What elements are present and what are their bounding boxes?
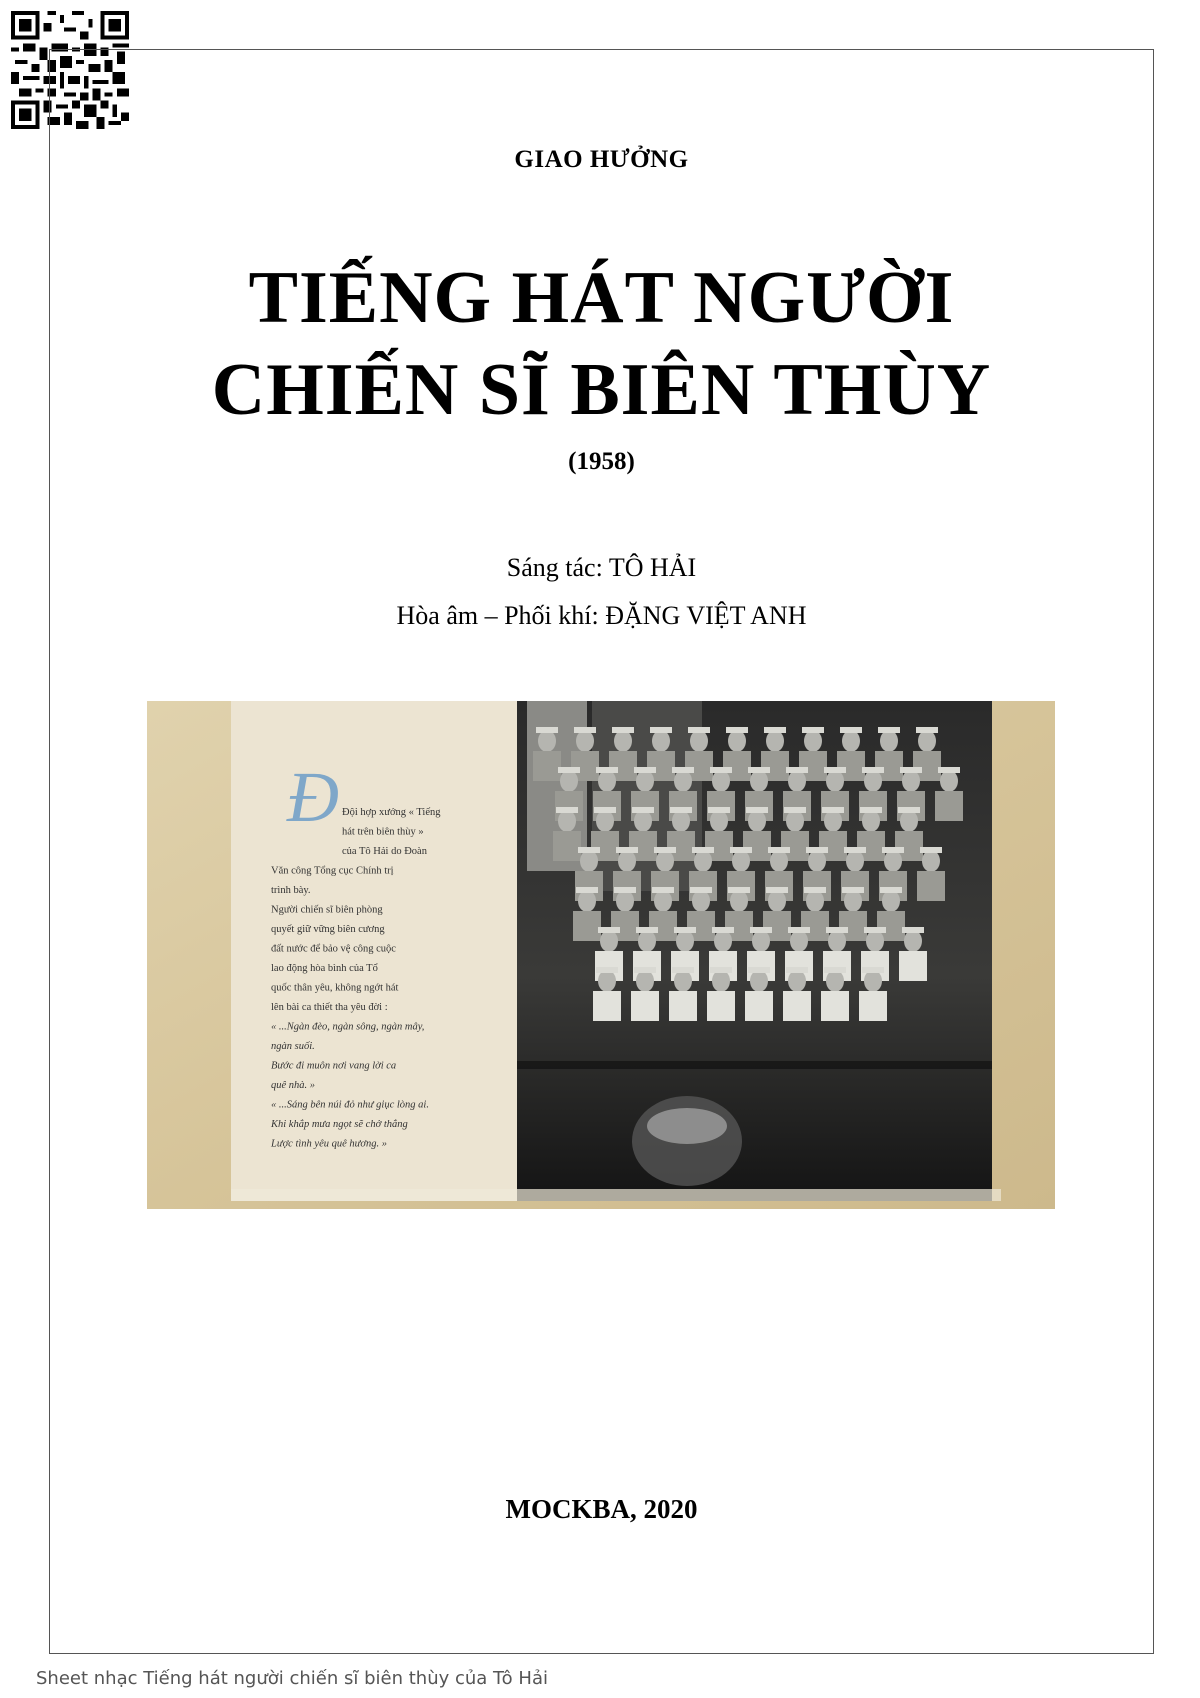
choir-member-head [826,770,844,792]
choir-member-head [768,890,786,912]
choir-member-head [766,730,784,752]
choir-member-cap [768,847,790,853]
choir-member-head [638,930,656,952]
choir-member-head [752,930,770,952]
composition-year: (1958) [568,448,635,475]
choir-member-body [631,991,659,1021]
clipping-line: Văn công Tổng cục Chính trị [271,865,394,877]
choir-member-cap [652,887,674,893]
choir-member-head [672,810,690,832]
choir-member-cap [574,727,596,733]
choir-member-head [844,890,862,912]
choir-member-head [634,810,652,832]
choir-member-head [690,730,708,752]
choir-member-head [614,730,632,752]
choir-member-cap [578,847,600,853]
choir-member-cap [632,807,654,813]
choir-member-body [821,991,849,1021]
choir-member-cap [844,847,866,853]
choir-member-cap [594,807,616,813]
choir-member-head [918,730,936,752]
clipping-line: quê nhà. » [271,1080,316,1091]
choir-member-cap [826,927,848,933]
choir-member-cap [786,967,808,973]
choir-member-head [600,930,618,952]
choir-member-head [824,810,842,832]
title-line-1: TIẾNG HÁT NGƯỜI [248,257,955,339]
clipping-line: quyết giữ vững biên cương [271,924,385,935]
choir-member-head [692,890,710,912]
choir-member-head [884,850,902,872]
choir-member-head [728,730,746,752]
choir-member-cap [806,847,828,853]
clipping-line: hát trên biên thùy » [342,826,424,838]
choir-member-head [598,970,616,992]
clipping-line: « ...Ngàn đèo, ngàn sông, ngàn mây, [271,1021,425,1033]
choir-member-cap [612,727,634,733]
choir-member-cap [916,727,938,733]
choir-member-cap [536,727,558,733]
choir-member-head [902,770,920,792]
choir-member-cap [634,767,656,773]
choir-member-head [538,730,556,752]
arranger-credit: Hòa âm – Phối khí: ĐẶNG VIỆT ANH [396,601,807,630]
choir-member-cap [730,847,752,853]
choir-member-head [862,810,880,832]
choir-member-cap [824,767,846,773]
composer-credit: Sáng tác: TÔ HẢI [506,553,697,582]
choir-member-cap [880,887,902,893]
choir-member-head [618,850,636,872]
choir-member-body [745,991,773,1021]
clipping-line: Khi khắp mưa ngọt sẽ chở thắng [271,1119,408,1130]
choir-member-cap [882,847,904,853]
clipping-line: « ...Sáng bên núi đỏ như giục lòng ai. [271,1099,429,1111]
choir-member-head [788,970,806,992]
title-line-2: CHIẾN SĨ BIÊN THÙY [211,349,992,431]
choir-member-body [783,991,811,1021]
choir-member-cap [614,887,636,893]
choir-member-cap [766,887,788,893]
choir-member-body [859,991,887,1021]
choir-member-cap [710,767,732,773]
choir-member-body [553,831,581,861]
choir-member-head [714,930,732,952]
choir-member-cap [674,927,696,933]
choir-member-head [866,930,884,952]
choir-member-cap [860,807,882,813]
choir-member-head [900,810,918,832]
choir-member-head [710,810,728,832]
choir-member-head [770,850,788,872]
choir-member-cap [556,807,578,813]
choir-member-head [596,810,614,832]
choir-member-head [712,770,730,792]
photo-illustration [147,701,1055,1209]
choir-member-cap [712,927,734,933]
choir-member-head [846,850,864,872]
choir-member-cap [598,927,620,933]
choir-member-head [712,970,730,992]
choir-member-body [707,991,735,1021]
clipping-line: quốc thân yêu, không ngớt hát [271,982,399,994]
choir-member-head [806,890,824,912]
choir-member-head [598,770,616,792]
choir-member-head [828,930,846,952]
choir-member-body [917,871,945,901]
choir-member-head [558,810,576,832]
clipping-line: trình bày. [271,885,311,896]
choir-member-cap [748,967,770,973]
choir-member-body [573,911,601,941]
choir-member-head [880,730,898,752]
choir-member-cap [804,887,826,893]
choir-member-head [576,730,594,752]
choir-member-cap [672,767,694,773]
choir-member-body [593,991,621,1021]
clipping-line: lao động hòa bình của Tổ [271,963,378,974]
choir-member-head [790,930,808,952]
choir-member-cap [938,767,960,773]
choir-member-cap [708,807,730,813]
choir-member-head [842,730,860,752]
choir-member-cap [634,967,656,973]
choir-member-cap [784,807,806,813]
choir-member-head [694,850,712,872]
clipping-line: lên bài ca thiết tha yêu đời : [271,1002,388,1013]
choir-member-cap [690,887,712,893]
choir-member-head [732,850,750,872]
choir-member-head [904,930,922,952]
choir-member-head [786,810,804,832]
choir-member-cap [802,727,824,733]
choir-member-cap [878,727,900,733]
choir-member-body [935,791,963,821]
clipping-line: Bước đi muôn nơi vang lời ca [271,1060,397,1072]
choir-member-cap [710,967,732,973]
choir-member-head [656,850,674,872]
choir-member-cap [558,767,580,773]
choir-member-head [922,850,940,872]
choir-member-head [674,970,692,992]
choir-member-head [750,770,768,792]
choir-member-cap [862,767,884,773]
choir-member-head [864,970,882,992]
choir-member-head [864,770,882,792]
clipping-line: Đội hợp xướng « Tiếng [342,807,441,818]
choir-member-cap [672,967,694,973]
choir-member-head [940,770,958,792]
choir-member-cap [596,767,618,773]
choir-member-cap [688,727,710,733]
choir-member-cap [786,767,808,773]
choir-member-cap [824,967,846,973]
choir-member-head [636,970,654,992]
choir-member-cap [864,927,886,933]
choir-member-cap [728,887,750,893]
choir-member-cap [840,727,862,733]
page-caption: Sheet nhạc Tiếng hát người chiến sĩ biên thùy của Tô Hải [36,1668,548,1689]
choir-member-head [616,890,634,912]
choir-member-cap [898,807,920,813]
choir-member-cap [654,847,676,853]
choir-member-cap [764,727,786,733]
choir-member-head [808,850,826,872]
choir-member-cap [842,887,864,893]
choir-member-head [580,850,598,872]
choir-member-cap [576,887,598,893]
choir-member-cap [746,807,768,813]
choir-member-head [654,890,672,912]
choir-member-cap [650,727,672,733]
clipping-line: Người chiến sĩ biên phòng [271,904,383,916]
choir-member-body [669,991,697,1021]
clipping-line: đất nước để bảo vệ công cuộc [271,943,396,955]
choir-member-head [578,890,596,912]
clipping-line: của Tô Hải do Đoàn [342,846,427,857]
choir-member-head [882,890,900,912]
archival-photo [147,701,1055,1209]
choir-member-head [652,730,670,752]
choir-member-head [804,730,822,752]
clipping-line: ngàn suối. [271,1041,315,1052]
choir-member-head [676,930,694,952]
choir-member-cap [748,767,770,773]
choir-member-cap [900,767,922,773]
choir-member-cap [636,927,658,933]
choir-member-head [750,970,768,992]
choir-member-cap [726,727,748,733]
choir-member-cap [750,927,772,933]
choir-member-body [533,751,561,781]
choir-member-cap [902,927,924,933]
choir-member-head [730,890,748,912]
supertitle: GIAO HƯỞNG [514,146,689,173]
choir-member-cap [920,847,942,853]
choir-member-cap [862,967,884,973]
choir-member-head [788,770,806,792]
choir-member-cap [788,927,810,933]
choir-member-cap [822,807,844,813]
choir-member-cap [670,807,692,813]
clipping-line: Lược tình yêu quê hương. » [271,1138,387,1150]
drop-cap-letter: Đ [287,757,339,837]
choir-member-cap [616,847,638,853]
choir-member-cap [692,847,714,853]
document-title [49,252,1154,436]
choir-member-body [899,951,927,981]
place-and-date: MOCKBA, 2020 [505,1494,698,1524]
choir-member-head [826,970,844,992]
choir-member-head [674,770,692,792]
choir-member-head [636,770,654,792]
choir-member-cap [596,967,618,973]
choir-member-head [748,810,766,832]
choir-member-head [560,770,578,792]
